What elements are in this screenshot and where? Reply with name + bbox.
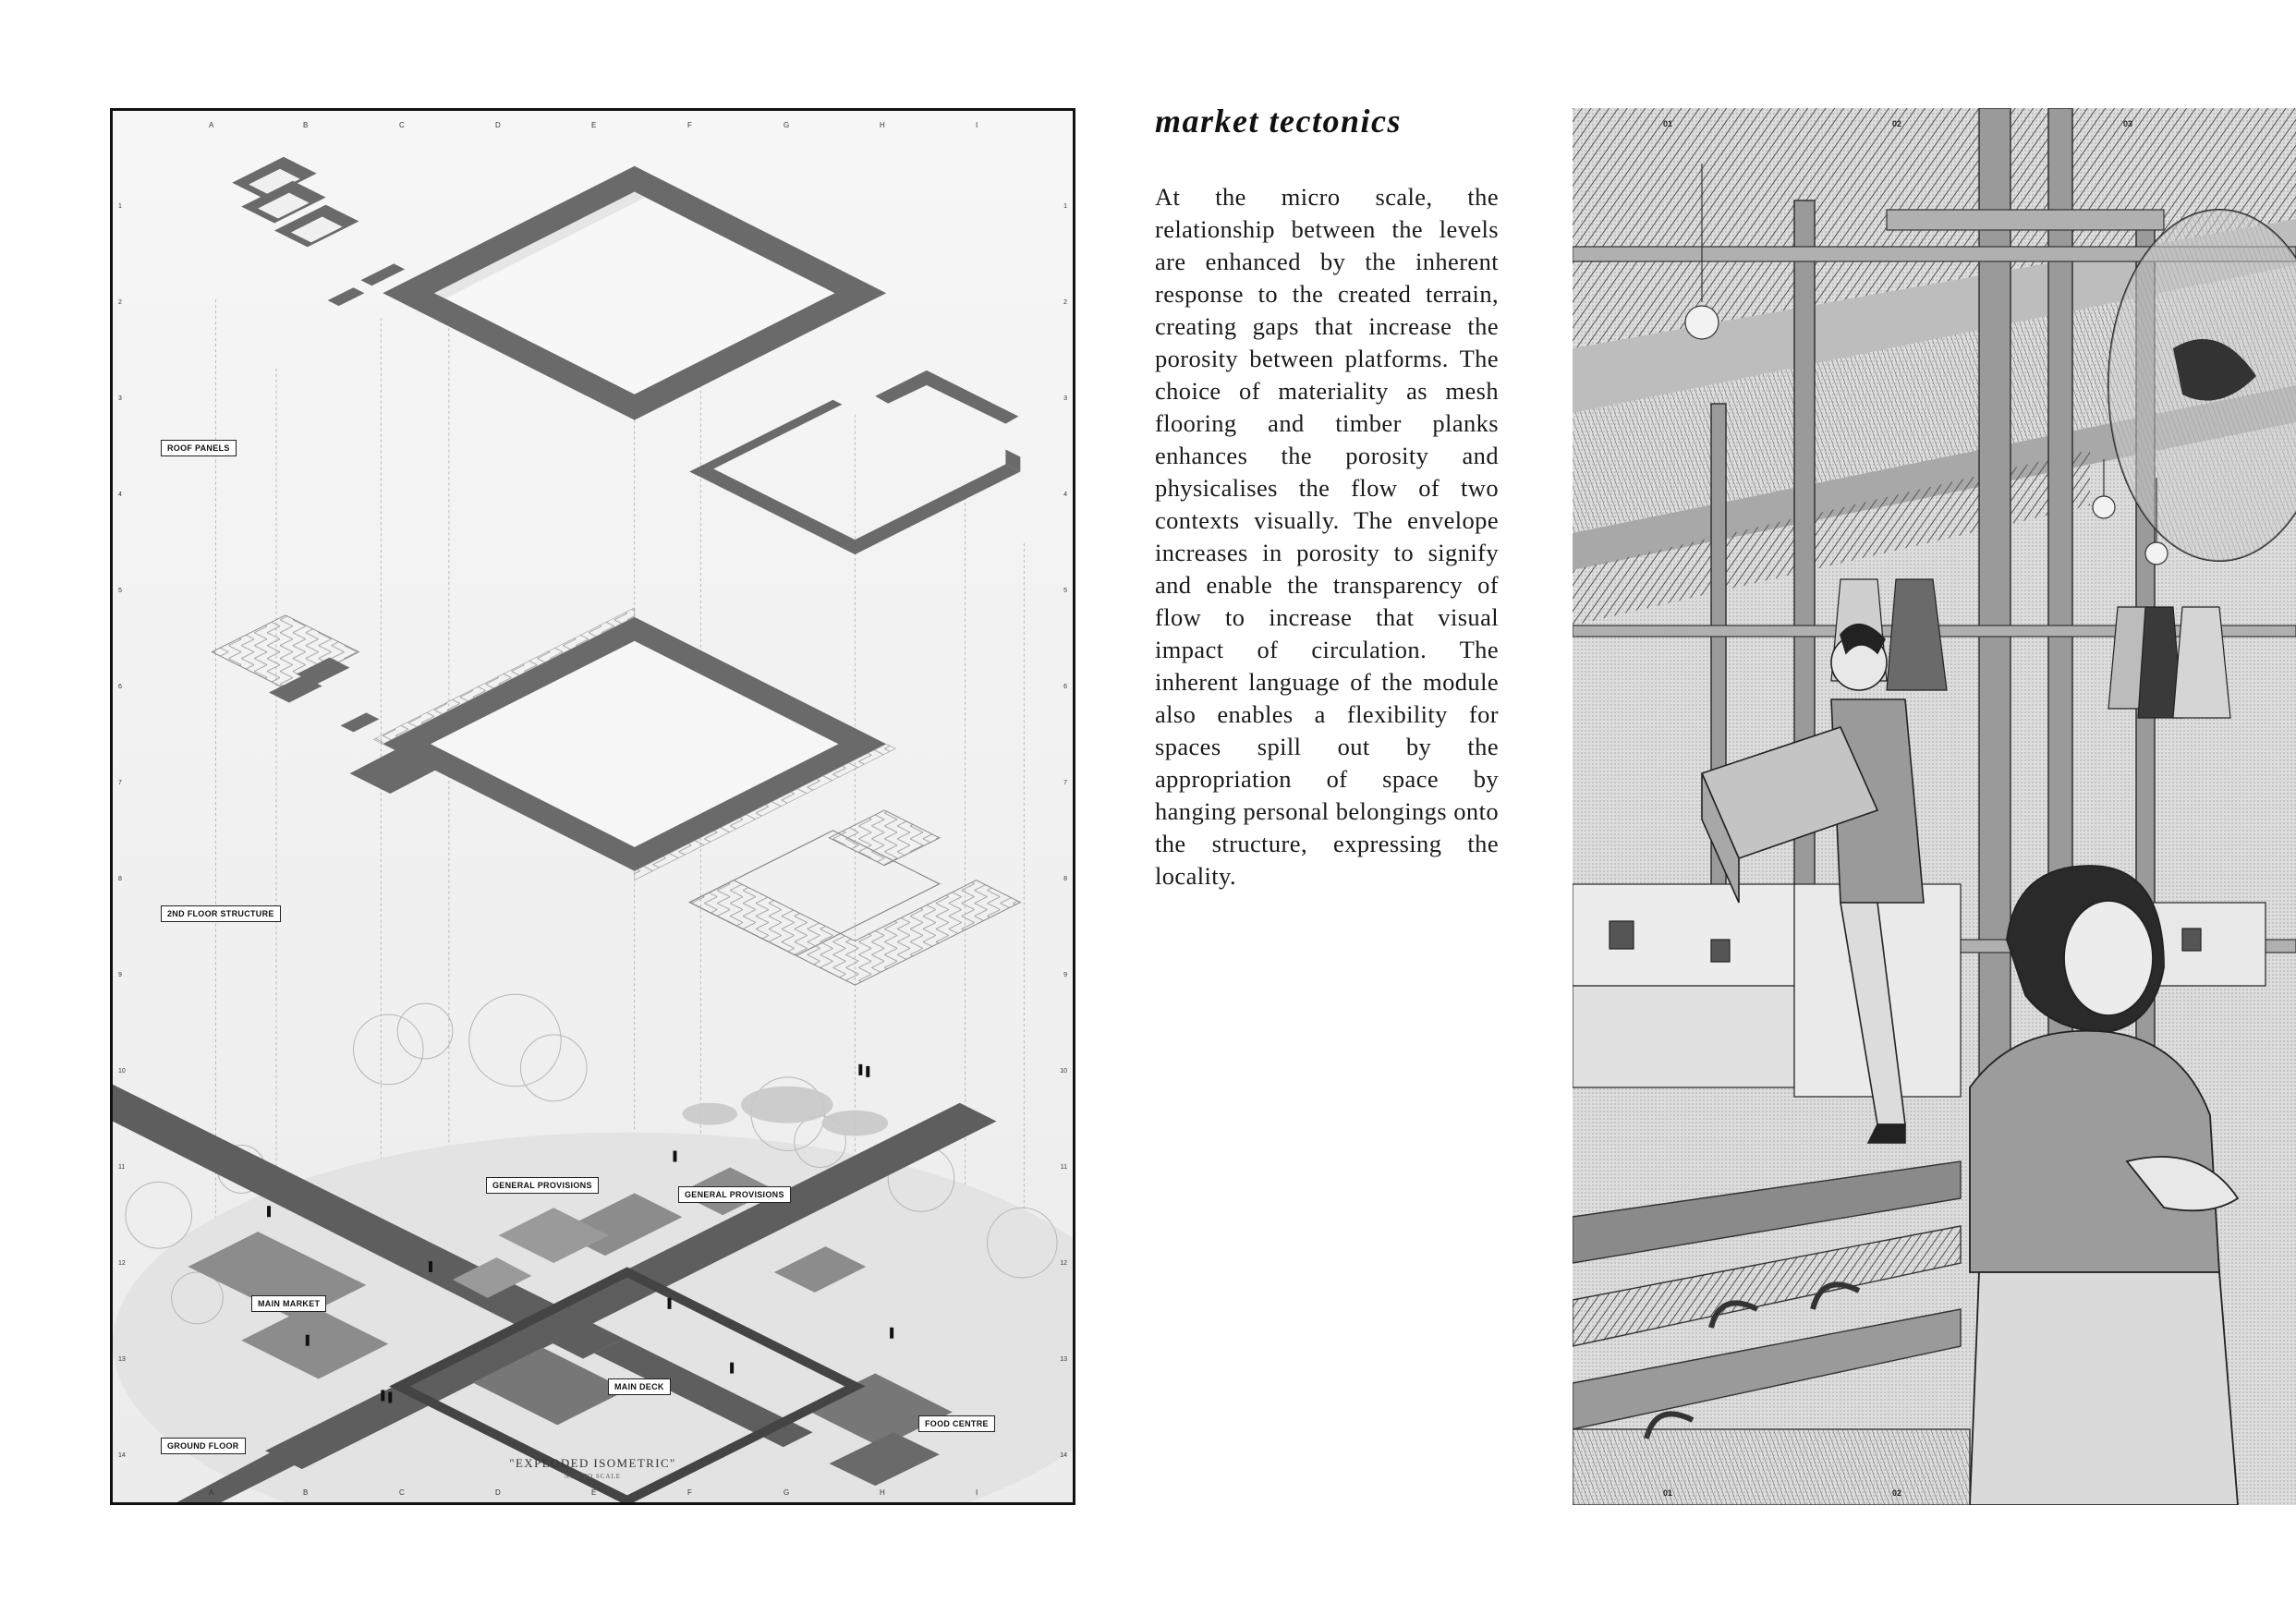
grid-number-left: 12 (118, 1260, 126, 1267)
grid-ref-01-bottom: 01 (1663, 1488, 1673, 1498)
grid-letter-g-bottom: G (784, 1488, 790, 1497)
grid-letter-g: G (784, 121, 790, 129)
grid-letter-d: D (495, 121, 501, 129)
grid-number-left: 14 (118, 1452, 126, 1459)
grid-number-left: 5 (118, 588, 122, 594)
grid-number-left: 10 (118, 1068, 126, 1075)
grid-number-left: 8 (118, 876, 122, 882)
grid-number-right: 10 (1060, 1068, 1067, 1075)
grid-letter-h-bottom: H (880, 1488, 885, 1497)
grid-number-left: 6 (118, 684, 122, 690)
grid-letter-i: I (976, 121, 978, 129)
grid-number-right: 7 (1063, 780, 1067, 786)
drawing-subcaption: NOT TO SCALE (564, 1473, 621, 1480)
grid-number-left: 2 (118, 299, 122, 306)
grid-letter-b: B (303, 121, 309, 129)
grid-letter-a-bottom: A (209, 1488, 214, 1497)
grid-ref-02: 02 (1892, 119, 1902, 128)
grid-number-left: 11 (118, 1164, 126, 1171)
label-food-centre: FOOD CENTRE (918, 1415, 995, 1432)
grid-letter-e: E (591, 121, 597, 129)
grid-number-right: 5 (1063, 588, 1067, 594)
label-second-floor-structure: 2ND FLOOR STRUCTURE (161, 905, 281, 922)
grid-ref-01: 01 (1663, 119, 1673, 128)
grid-letter-c-bottom: C (399, 1488, 405, 1497)
grid-ref-02-bottom: 02 (1892, 1488, 1902, 1498)
label-main-deck: MAIN DECK (608, 1378, 671, 1395)
grid-number-left: 7 (118, 780, 122, 786)
grid-number-left: 1 (118, 203, 122, 210)
grid-letter-c: C (399, 121, 405, 129)
section-heading: market tectonics (1155, 103, 1402, 140)
grid-number-right: 9 (1063, 972, 1067, 978)
market-perspective-illustration (1573, 108, 2296, 1505)
grid-number-right: 4 (1063, 492, 1067, 498)
label-roof-panels: ROOF PANELS (161, 440, 237, 456)
grid-number-right: 12 (1060, 1260, 1067, 1267)
grid-number-left: 4 (118, 492, 122, 498)
grid-number-left: 9 (118, 972, 122, 978)
isometric-linework (113, 111, 1073, 1502)
grid-number-right: 8 (1063, 876, 1067, 882)
grid-number-right: 14 (1060, 1452, 1067, 1459)
exploded-isometric-drawing (110, 108, 1075, 1505)
grid-number-left: 3 (118, 395, 122, 402)
grid-letter-f: F (687, 121, 692, 129)
label-ground-floor: GROUND FLOOR (161, 1438, 246, 1454)
grid-number-right: 6 (1063, 684, 1067, 690)
perspective-linework (1573, 108, 2296, 1505)
grid-letter-a: A (209, 121, 214, 129)
label-general-provisions-2: GENERAL PROVISIONS (678, 1186, 791, 1203)
grid-letter-i-bottom: I (976, 1488, 978, 1497)
grid-letter-f-bottom: F (687, 1488, 692, 1497)
grid-number-right: 11 (1060, 1164, 1067, 1171)
grid-letter-e-bottom: E (591, 1488, 597, 1497)
grid-number-right: 1 (1063, 203, 1067, 210)
drawing-caption: "EXPLODED ISOMETRIC" (509, 1456, 676, 1470)
body-paragraph: At the micro scale, the relationship between the levels are enhanced by the inherent response to the created terrain, creating gaps that increase the porosity between platforms. The choice of materiality as mesh flooring and timber planks enhances the porosity and physicalises the flow of two contexts visually. The envelope increases in porosity to signify and enable the transparency of flow to increase that visual impact of circulation. The inherent language of the module also enables a flexibility for spaces spill out by the appropriation of space by hanging personal belongings onto the structure, expressing the locality. (1155, 183, 1499, 890)
grid-ref-03: 03 (2123, 119, 2133, 128)
label-main-market: MAIN MARKET (251, 1295, 326, 1312)
grid-letter-b-bottom: B (303, 1488, 309, 1497)
grid-number-right: 2 (1063, 299, 1067, 306)
grid-number-right: 3 (1063, 395, 1067, 402)
grid-letter-h: H (880, 121, 885, 129)
grid-letter-d-bottom: D (495, 1488, 501, 1497)
label-general-provisions-1: GENERAL PROVISIONS (486, 1177, 599, 1194)
grid-number-right: 13 (1060, 1356, 1067, 1363)
grid-number-left: 13 (118, 1356, 126, 1363)
